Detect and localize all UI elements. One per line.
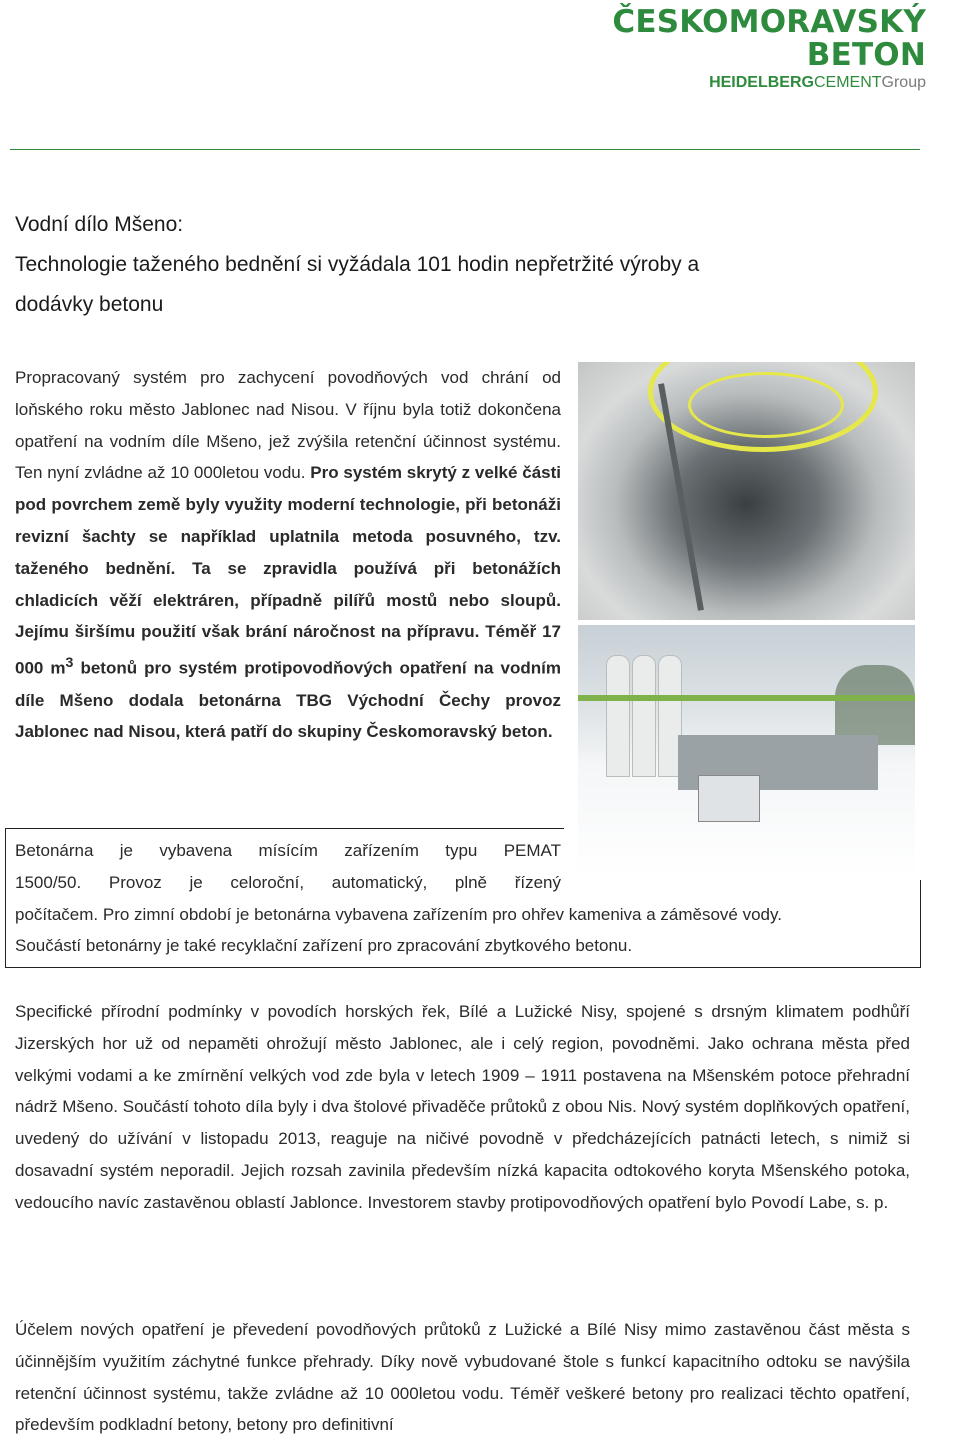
company-logo (612, 6, 926, 92)
intro-normal-text: Propracovaný systém pro zachycení povodňových vod chrání od loňského roku město Jablonec nad Nisou. V říjnu byla totiž dokončena opatření na vodním díle Mšeno, jež zvýšila retenční účinnost systému. Ten nyní zvládne až 10 000letou vodu. (15, 368, 561, 483)
title-line-3: dodávky betonu (15, 293, 164, 316)
logo-heidelberg: HEIDELBERG (709, 74, 814, 91)
intro-paragraph (15, 362, 561, 748)
title-line-2: Technologie taženého bednění si vyžádala 101 hodin nepřetržité výroby a (15, 253, 700, 276)
logo-cement: CEMENT (813, 74, 882, 91)
shaft-ring-shape (688, 372, 844, 438)
box-border-top (5, 828, 564, 829)
box-line-1: Betonárna je vybavena mísícím zařízením typu PEMAT (15, 841, 561, 860)
box-line-4: Součástí betonárny je také recyklační zařízení pro zpracování zbytkového betonu. (15, 936, 633, 956)
logo-line-1: ČESKOMORAVSKÝ (612, 4, 926, 40)
intro-bold-text-b: betonů pro systém protipovodňových opatření na vodním díle Mšeno dodala betonárna TBG Východní Čechy provoz Jablonec nad Nisou, která patří do skupiny Českomoravský beton. (15, 658, 561, 742)
trees-shape (835, 665, 915, 745)
box-line-3: počítačem. Pro zimní období je betonárna vybavena zařízením pro ohřev kameniva a záměsové vody. (15, 904, 782, 924)
silo-shape (632, 655, 656, 777)
truck-shape (698, 775, 760, 822)
logo-group-line (612, 74, 926, 92)
intro-bold-text-a: Pro systém skrytý z velké části pod povrchem země byly využity moderní technologie, při betonáži revizní šachty se například uplatnila metoda posuvného, tzv. taženého bednění. Ta se zpravidla používá při betonážích chladicích věží elektráren, případně pilířů mostů nebo sloupů. Jejímu širšímu použití však brání náročnost na přípravu. Téměř 17 000 m (15, 463, 561, 678)
box-line-2: 1500/50. Provoz je celoroční, automatický, plně řízený (15, 872, 561, 892)
article-title (15, 205, 915, 325)
header-divider (10, 149, 920, 150)
plant-info-box (15, 835, 915, 962)
box-border-right (920, 880, 921, 968)
box-border-left (5, 828, 6, 968)
shaft-photo (578, 362, 915, 620)
box-border-bottom (5, 967, 921, 968)
silo-shape (606, 655, 630, 777)
title-line-1: Vodní dílo Mšeno: (15, 213, 184, 236)
body-paragraph-1: Specifické přírodní podmínky v povodích horských řek, Bílé a Lužické Nisy, spojené s drsným klimatem podhůří Jizerských hor už od nepaměti ohrožují město Jablonec, ale i celý region, povodněmi. Jako ochrana města před velkými vodami a ke zmírnění velkých vod zde byla v letech 1909 – 1911 postavena na Mšenském potoce přehradní nádrž Mšeno. Součástí tohoto díla byly i dva štolové přivaděče průtoků z obou Nis. Nový systém doplňkových opatření, uvedený do užívání v listopadu 2013, reaguje na ničivé povodně v předcházejících patnácti letech, s nimiž si dosavadní systém neporadil. Jejich rozsah zavinila především nízká kapacita odtokového koryta Mšenského potoka, vedoucího navíc zastavěnou oblastí Jablonce. Investorem stavby protipovodňových opatření bylo Povodí Labe, s. p. (15, 1002, 910, 1212)
intro-superscript: 3 (65, 655, 74, 672)
logo-group: Group (881, 74, 926, 91)
silo-band-shape (578, 695, 915, 701)
logo-line-2: BETON (806, 37, 926, 73)
body-paragraph-2: Účelem nových opatření je převedení povodňových průtoků z Lužické a Bílé Nisy mimo zastavěnou část města s účinnějším využitím záchytné funkce přehrady. Díky nově vybudované štole s funkcí kapacitního odtoku se navýšila retenční účinnost systému, takže zvládne až 10 000letou vodu. Téměř veškeré betony pro realizaci těchto opatření, především podkladní betony, betony pro definitivní (15, 1320, 910, 1435)
